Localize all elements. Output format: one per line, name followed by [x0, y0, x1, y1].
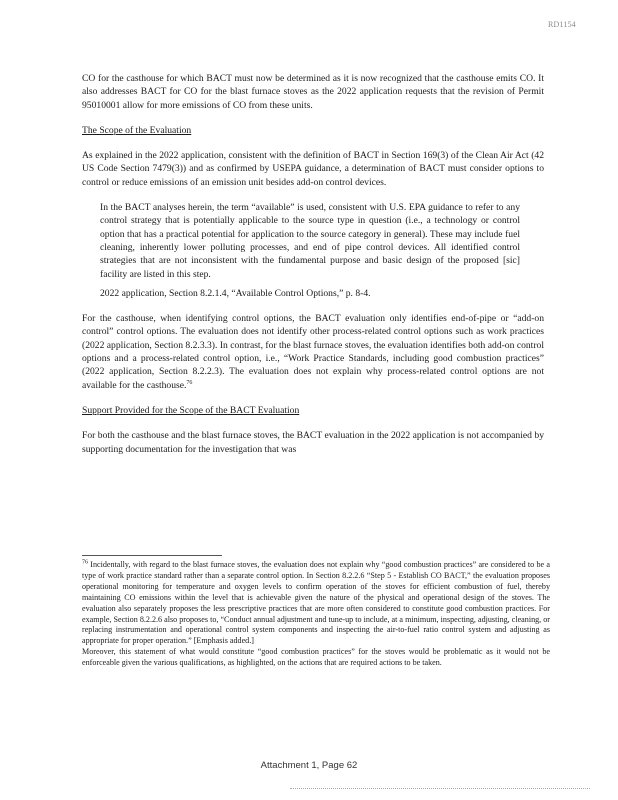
footnote-number: 76: [82, 559, 88, 566]
paragraph-control-options-text: For the casthouse, when identifying control options, the BACT evaluation only identifies end-of-pipe or “add-on control” control options. The evaluation does not identify other process-related control options such as work practices (2022 application, Section 8.2.3.3). In contrast, for the blast furnace stoves, the evaluation identifies both add-on control options and a process-related control option, i.e., “Work Practice Standards, including good combustion practices” (2022 application, Section 8.2.2.3). The evaluation does not explain why process-related control options are not available for the casthouse.: [82, 313, 544, 391]
quote-citation: 2022 application, Section 8.2.1.4, “Available Control Options,” p. 8-4.: [100, 287, 371, 299]
block-quote: In the BACT analyses herein, the term “available” is used, consistent with U.S. EPA guidance to refer to any control strategy that is potentially applicable to the source type in question (i.e., a technology or control option that has a practical potential for application to the source category in general). These may include fuel cleaning, inherently lower polluting processes, and end of pipe control devices. All identified control strategies that are not inconsistent with the fundamental purpose and basic design of the proposed [sic] facility are listed in this step.: [100, 202, 520, 280]
footnote-continuation: Moreover, this statement of what would constitute “good combustion practices” for the stoves would be problematic as it would not be enforceable given the various qualifications, as highlighted, on the actions that are required actions to be taken.: [82, 647, 550, 668]
footnote-body: [82, 560, 550, 647]
body-text: [82, 72, 544, 468]
scan-artifact: [290, 788, 590, 789]
heading-support: Support Provided for the Scope of the BACT Evaluation: [82, 404, 300, 416]
page-footer: Attachment 1, Page 62: [260, 760, 358, 771]
footnote-text: Incidentally, with regard to the blast furnace stoves, the evaluation does not explain why “good combustion practices” are considered to be a type of work practice standard rather than a separate control option. In Section 8.2.2.6 “Step 5 - Establish CO BACT,” the evaluation proposes operational monitoring for temperature and oxygen levels to confirm operation of the stoves for efficient combustion of fuel, thereby maintaining CO emissions within the level that is achievable given the nature of the physical and operational design of the stoves. The evaluation also separately proposes the less prescriptive practices that are more often considered to constitute good combustion practices. For example, Section 8.2.2.6 also proposes to, “Conduct annual adjustment and tune-up to include, at a minimum, inspecting, adjusting, cleaning, or replacing instrumentation and operational control system components and inspecting the air-to-fuel ratio control system and adjusting as appropriate for proper operation.” [Emphasis added.]: [82, 560, 550, 646]
paragraph-control-options: [82, 312, 544, 392]
document-id: RD1154: [547, 20, 576, 29]
footnote: [82, 560, 550, 669]
footnote-reference: 76: [186, 379, 193, 386]
paragraph-support: For both the casthouse and the blast furnace stoves, the BACT evaluation in the 2022 application is not accompanied by supporting documentation for the investigation that was: [82, 430, 544, 455]
paragraph-casthouse-co: CO for the casthouse for which BACT must now be determined as it is now recognized that the casthouse emits CO. It also addresses BACT for CO for the blast furnace stoves as the 2022 application requests that the revision of Permit 95010001 allow for more emissions of CO from these units.: [82, 73, 544, 111]
footnote-separator: [82, 555, 222, 556]
paragraph-bact-definition: As explained in the 2022 application, consistent with the definition of BACT in Section 169(3) of the Clean Air Act (42 US Code Section 7479(3)) and as confirmed by USEPA guidance, a determination of BACT must consider options to control or reduce emissions of an emission unit besides add-on control devices.: [82, 150, 544, 188]
heading-scope: The Scope of the Evaluation: [82, 124, 192, 136]
